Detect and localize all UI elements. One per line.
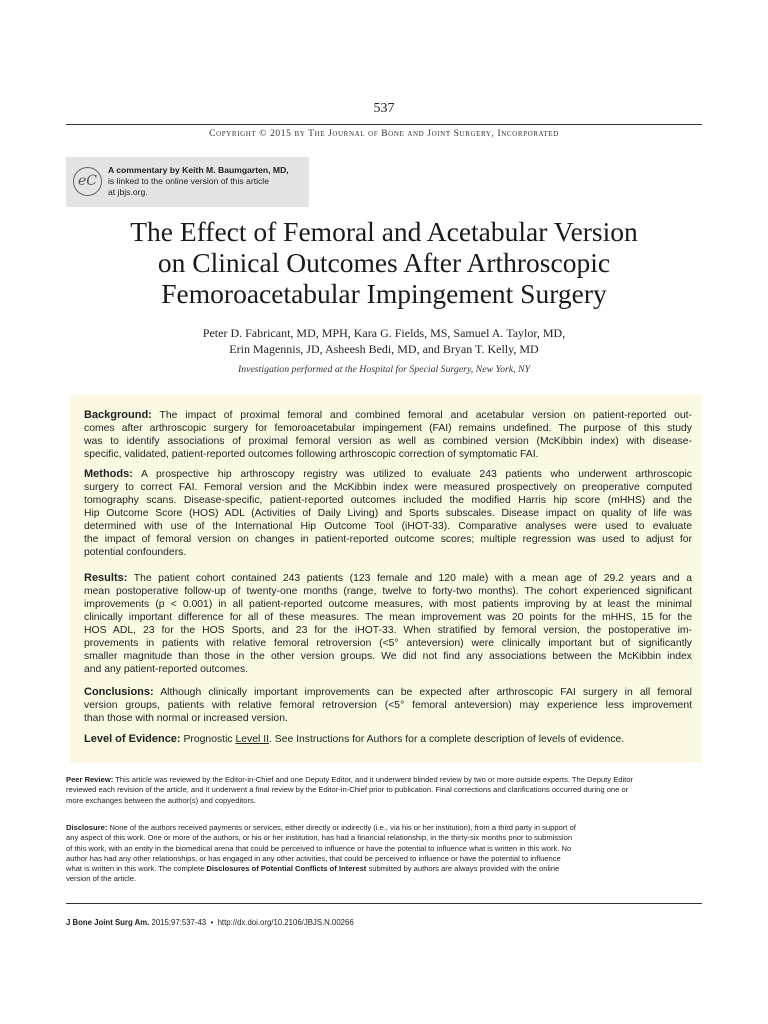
abstract-line: Methods: A prospective hip arthroscopy registry was utilized to evaluate 243 patients who underwent arthroscopic (84, 468, 692, 480)
title-line: Femoroacetabular Impingement Surgery (161, 278, 607, 309)
conclusions-heading: Conclusions: (84, 686, 154, 698)
disclosure-line: of this work, with an entity in the biomedical arena that could be perceived to influence or have the potential to influence what is written in this work. No (66, 843, 572, 853)
institution-line: Investigation performed at the Hospital for Special Surgery, New York, NY (237, 364, 531, 375)
abstract-line: and any patient-reported outcomes. (84, 664, 249, 675)
abstract-line: Hip Outcome Score (HOS) ADL (Activities of Daily Living) and Sports subscales. Disease impact on quality of life was (84, 508, 692, 519)
level-of-evidence: Level of Evidence: Prognostic Level II. See Instructions for Authors for a complete description of levels of evidence. (84, 733, 625, 745)
disclosures-link[interactable]: Disclosures of Potential Conflicts of Interest (206, 864, 367, 874)
disclosure-line: author has had any other relationships, or has engaged in any other activities, that could be perceived to influence or have the potential to influence (66, 853, 561, 863)
title-line: The Effect of Femoral and Acetabular Version (130, 216, 638, 247)
abstract-line: mean postoperative follow-up of twenty-one months (range, twelve to forty-two months). The cohort experienced significant (84, 586, 692, 597)
footer-rule (66, 903, 702, 904)
abstract-line: provements in patients with relative femoral retroversion (<5° anteversion) were clinically important but of significantly (84, 638, 692, 649)
commentary-callout[interactable] (66, 157, 309, 207)
abstract-box (70, 395, 702, 763)
citation-footer (66, 918, 354, 927)
citation: 2015;97:537-43 (151, 918, 207, 927)
authors-line: Erin Magennis, JD, Asheesh Bedi, MD, and Bryan T. Kelly, MD (229, 342, 539, 356)
level-of-evidence-heading: Level of Evidence: (84, 733, 181, 745)
commentary-author: A commentary by Keith M. Baumgarten, MD, (108, 165, 289, 175)
abstract-line: Conclusions: Although clinically important improvements can be expected after arthroscopic FAI surgery in all femoral (84, 686, 692, 698)
commentary-line-3: at jbjs.org. (108, 187, 148, 197)
copyright-line: Copyright © 2015 by The Journal of Bone and Joint Surgery, Incorporated (209, 129, 559, 139)
bullet-separator: • (210, 918, 214, 927)
peer-review-heading: Peer Review: (66, 775, 114, 784)
peer-review-line: more exchanges between the author(s) and copyeditors. (66, 795, 256, 805)
header-rule (66, 124, 702, 125)
page-number: 537 (373, 101, 395, 116)
commentary-text (108, 165, 308, 198)
disclosure-heading: Disclosure: (66, 823, 108, 832)
abstract-line: version groups, patients with relative femoral retroversion (<5° femoral anteversion) may experience less improvement (84, 700, 692, 711)
abstract-line: surgery to correct FAI. Femoral version and the McKibbin index were measured prospectively on preoperative computed (84, 482, 692, 493)
disclosure-line: version of the article. (66, 874, 137, 884)
journal-name: J Bone Joint Surg Am. (66, 918, 150, 927)
disclosure-line: any aspect of this work. One or more of the authors, or his or her institution, has had a financial relationship, in the thirty-six months prior to submission (66, 833, 573, 843)
doi-link[interactable]: http://dx.doi.org/10.2106/JBJS.N.00266 (217, 918, 354, 927)
abstract-line: HOS ADL, 23 for the HOS Sports, and 23 for the iHOT-33. When stratified by femoral version, the postoperative im- (84, 625, 692, 636)
abstract-line: smaller magnitude than those in the other version groups. We did not find any associations between the McKibbin index (84, 651, 692, 662)
authors-line: Peter D. Fabricant, MD, MPH, Kara G. Fields, MS, Samuel A. Taylor, MD, (202, 326, 566, 340)
disclosure-note: Disclosure: None of the authors received payments or services, either directly or indirectly (i.e., via his or her institution), from a third party in support of any aspect of this work. One or more of the authors, or his or her institution, has had a financial relationship, in the thirty-six months prior to submission of this work, with an entity in the biomedical arena that could be perceived to influence or have the potential to influence what is written in this work. No author has had any other relationships, or has engaged in any other activities, that could be perceived to influence or have the potential to influence what is written in this work. The complete Disclosures of Potential Conflicts of Interest submitted by authors are always provided with the online version of the article. (66, 823, 702, 885)
peer-review-line: reviewed each revision of the article, and it underwent a final review by the Editor-in-Chief prior to publication. Final corrections and clarifications occurred during one or (66, 785, 629, 795)
abstract-line: Results: The patient cohort contained 243 patients (123 female and 120 male) with a mean age of 29.2 years and a (84, 572, 692, 584)
ec-commentary-icon: eC (73, 167, 102, 196)
abstract-line: comes after arthroscopic surgery for femoroacetabular impingement (FAI) remains undefined. The purpose of this study (84, 423, 692, 434)
article-title (66, 216, 702, 309)
abstract-line: improvements (p < 0.001) in all patient-reported outcome measures, with most patients improving by at least the minimal (84, 599, 692, 610)
abstract-line: determined with use of the International Hip Outcome Tool (iHOT-33). Comparative analyses were used to evaluate (84, 521, 692, 532)
abstract-line: potential confounders. (84, 547, 187, 558)
abstract-line: Background: The impact of proximal femoral and combined femoral and acetabular version on patient-reported out- (84, 409, 692, 421)
abstract-line: specific, validated, patient-reported outcomes following arthroscopic correction of symptomatic FAI. (84, 449, 539, 460)
methods-heading: Methods: (84, 468, 133, 480)
results-heading: Results: (84, 572, 128, 584)
background-heading: Background: (84, 409, 152, 421)
level-of-evidence-link[interactable]: Level II (235, 734, 269, 745)
peer-review-note: Peer Review: This article was reviewed by the Editor-in-Chief and one Deputy Editor, and it underwent blinded review by two or more outside experts. The Deputy Editor reviewed each revision of the article, and it underwent a final review by the Editor-in-Chief prior to publication. Final corrections and clarifications occurred during one or more exchanges between the author(s) and copyeditors. (66, 775, 702, 806)
author-list (66, 325, 702, 357)
abstract-line: the impact of femoral version on changes in patient-reported outcome scores; multiple regression was used to adjust for (84, 534, 692, 545)
title-line: on Clinical Outcomes After Arthroscopic (157, 247, 611, 278)
abstract-line: clinically important difference for all of these measures. The mean improvement was 20 points for the mHHS, 15 for the (84, 612, 692, 623)
commentary-line-2: is linked to the online version of this article (108, 176, 269, 186)
abstract-line: was to identify associations of proximal femoral version as well as combined version (McKibbin index) with disease- (84, 436, 692, 447)
abstract-line: tomography scans. Disease-specific, patient-reported outcomes included the modified Harris hip score (mHHS) and the (84, 495, 692, 506)
abstract-line: than those with normal or increased version. (84, 713, 288, 724)
